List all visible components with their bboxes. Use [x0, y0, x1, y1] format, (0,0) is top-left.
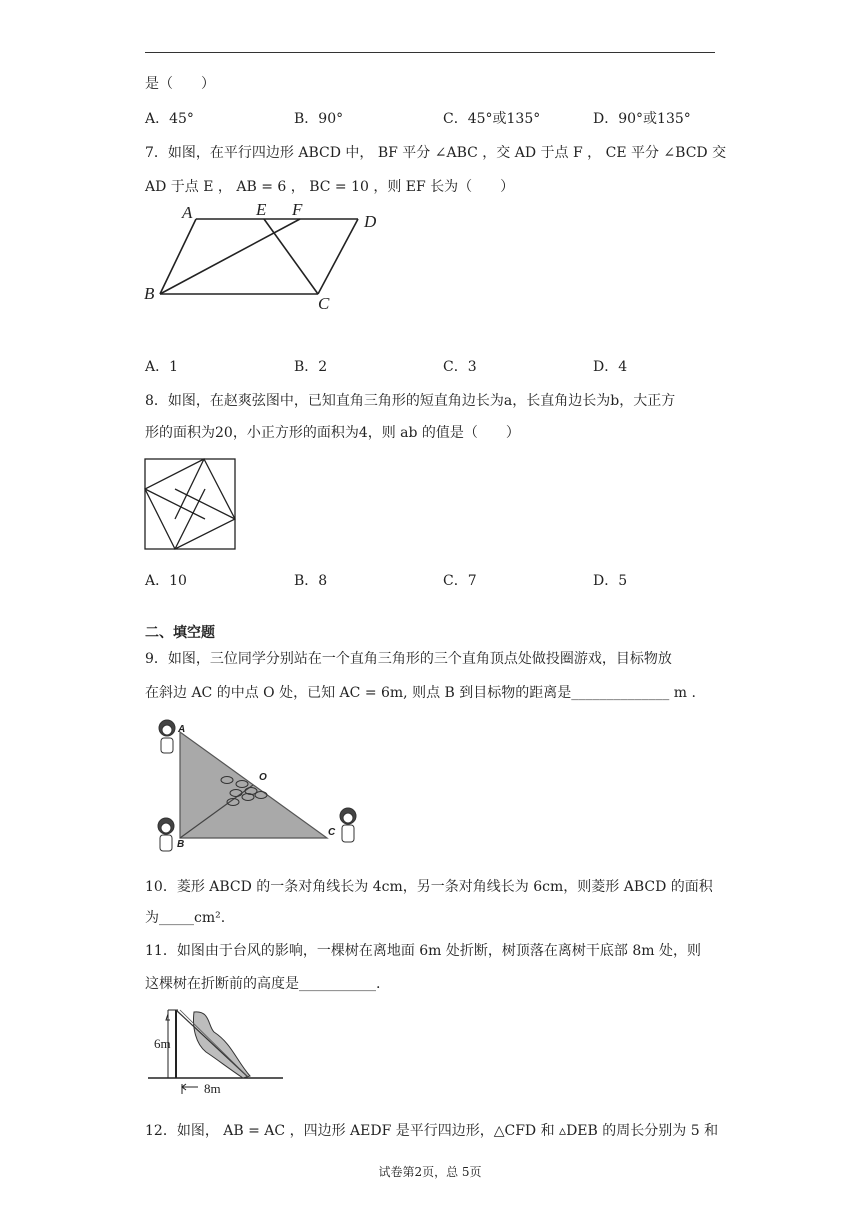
- side-ab: [160, 219, 196, 294]
- parallelogram-figure: [140, 198, 390, 313]
- label-o: O: [259, 772, 267, 783]
- q6-option-c: C．45°或135°: [443, 111, 541, 127]
- zhao-shuang-figure: [144, 458, 236, 550]
- q12-line1: 12．如图， AB = AC ，四边形 AEDF 是平行四边形，△CFD 和 ▵DEB 的周长分别为 5 和: [145, 1123, 719, 1139]
- broken-tree-figure: [148, 1004, 288, 1096]
- label-c: C: [328, 827, 336, 838]
- q7-line2: AD 于点 E ， AB = 6 ， BC = 10 ，则 EF 长为（ ）: [145, 179, 515, 195]
- label-a: A: [182, 203, 193, 222]
- q6-option-d: D．90°或135°: [593, 111, 691, 127]
- segment-ce: [264, 219, 318, 294]
- label-f: F: [292, 200, 303, 219]
- label-height: 6m: [154, 1036, 171, 1051]
- header-rule: [145, 52, 715, 53]
- page-footer: 试卷第2页，总 5页: [378, 1165, 482, 1179]
- fallen-crown: [194, 1012, 251, 1078]
- label-c: C: [318, 294, 330, 313]
- ring-toss-figure: [150, 714, 370, 862]
- q9-line1: 9．如图，三位同学分别站在一个直角三角形的三个直角顶点处做投圈游戏，目标物放: [145, 651, 672, 667]
- label-base: 8m: [204, 1081, 221, 1096]
- q8-option-a: A．10: [145, 573, 187, 589]
- student-a-icon: [159, 720, 175, 753]
- side-cd: [318, 219, 358, 294]
- q7-option-a: A．1: [145, 359, 179, 375]
- q6-option-a: A．45°: [145, 111, 194, 127]
- student-b-icon: [158, 818, 174, 851]
- outer-square: [145, 459, 235, 549]
- q6-option-b: B．90°: [294, 111, 344, 127]
- q11-line1: 11．如图由于台风的影响，一棵树在离地面 6m 处折断，树顶落在离树干底部 8m 处，则: [145, 943, 701, 959]
- q7-option-b: B．2: [294, 359, 328, 375]
- hypotenuse: [176, 1010, 248, 1077]
- q9-line2: 在斜边 AC 的中点 O 处，已知 AC = 6m, 则点 B 到目标物的距离是______________ m .: [145, 685, 696, 701]
- label-d: D: [364, 212, 377, 231]
- inner-tilted-square: [145, 459, 235, 549]
- q7-option-c: C．3: [443, 359, 477, 375]
- q7-option-d: D．4: [593, 359, 628, 375]
- q10-line1: 10．菱形 ABCD 的一条对角线长为 4cm，另一条对角线长为 6cm，则菱形 ABCD 的面积: [145, 879, 713, 895]
- q8-line2: 形的面积为20，小正方形的面积为4，则 ab 的值是（ ）: [145, 425, 520, 441]
- label-a: A: [178, 724, 186, 735]
- label-b: B: [144, 284, 155, 303]
- q8-option-b: B．8: [294, 573, 328, 589]
- q7-line1: 7．如图，在平行四边形 ABCD 中， BF 平分 ∠ABC ，交 AD 于点 F ， CE 平分 ∠BCD 交: [145, 145, 727, 161]
- q10-line2: 为_____cm².: [145, 910, 226, 926]
- student-c-icon: [340, 808, 356, 842]
- q11-line2: 这棵树在折断前的高度是___________.: [145, 976, 381, 992]
- segment-bf: [160, 219, 300, 294]
- q8-option-d: D．5: [593, 573, 628, 589]
- q8-line1: 8．如图，在赵爽弦图中，已知直角三角形的短直角边长为a，长直角边长为b，大正方: [145, 393, 676, 409]
- q6-tail: 是（ ）: [145, 76, 215, 92]
- label-e: E: [256, 200, 267, 219]
- section-title: 二、填空题: [145, 625, 215, 641]
- q8-option-c: C．7: [443, 573, 477, 589]
- label-b: B: [177, 839, 185, 850]
